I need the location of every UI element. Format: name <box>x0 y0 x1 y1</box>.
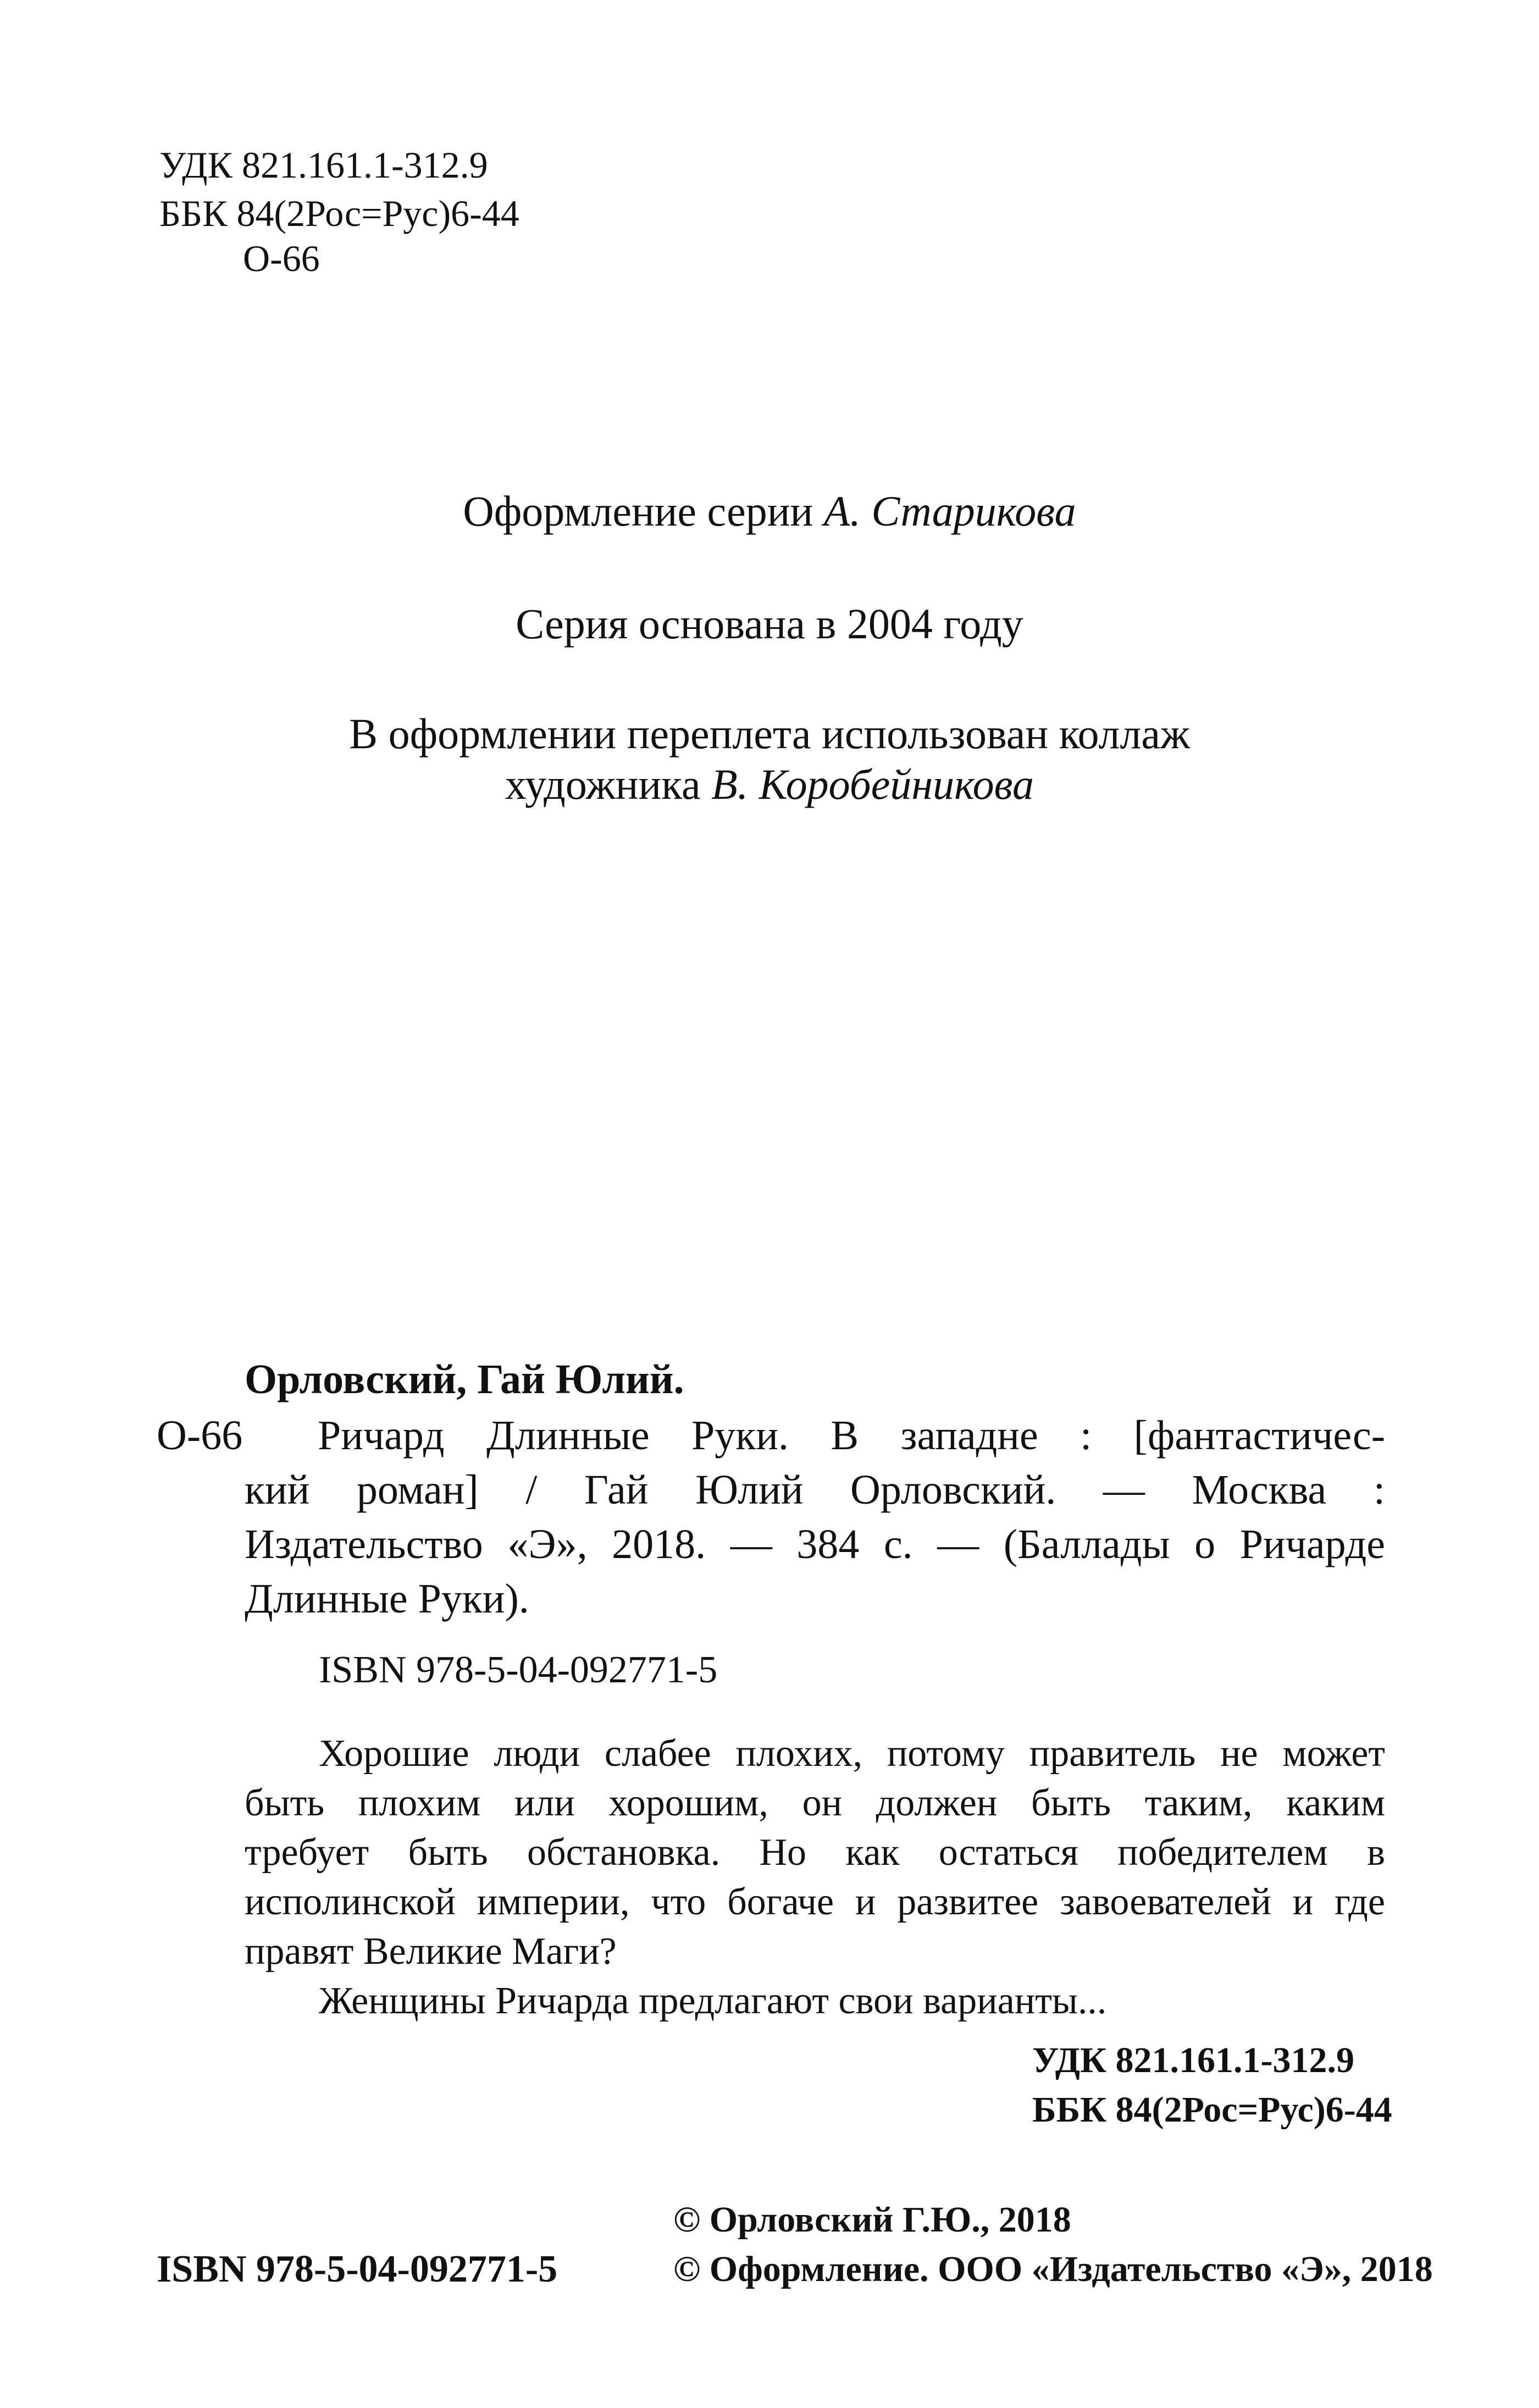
series-designer-name: А. Старикова <box>823 487 1076 535</box>
isbn-bib: ISBN 978-5-04-092771-5 <box>319 1649 718 1691</box>
annotation-line-2: быть плохим или хорошим, он должен быть таким, каким <box>245 1782 1385 1824</box>
cover-artist-name: В. Коробейникова <box>711 760 1034 808</box>
cover-artist-label: художника <box>505 760 701 808</box>
udk-code-top: УДК 821.161.1-312.9 <box>159 144 488 186</box>
annotation-line-3: требует быть обстановка. Но как остаться победителем в <box>245 1831 1385 1874</box>
series-founded-line: Серия основана в 2004 году <box>516 600 1023 648</box>
annotation-line-1: Хорошие люди слабее плохих, потому правитель не может <box>319 1732 1385 1775</box>
copyright-author: © Орловский Г.Ю., 2018 <box>673 2200 1071 2240</box>
bib-line-4: Длинные Руки). <box>245 1576 529 1622</box>
bbk-code-top: ББК 84(2Рос=Рус)6-44 <box>159 192 519 234</box>
series-design-credit <box>0 487 1539 536</box>
bib-line-3: Издательство «Э», 2018. — 384 с. — (Баллады о Ричарде <box>245 1521 1385 1567</box>
annotation-line-4: исполинской империи, что богаче и развитее завоевателей и где <box>245 1881 1385 1923</box>
annotation-line-5: правят Великие Маги? <box>245 1930 617 1973</box>
author-heading: Орловский, Гай Юлий. <box>245 1356 684 1402</box>
series-design-label: Оформление серии <box>463 487 813 535</box>
isbn-footer: ISBN 978-5-04-092771-5 <box>157 2248 558 2290</box>
cover-collage-line: В оформлении переплета использован коллаж <box>349 710 1190 758</box>
bib-line-2: кий роман] / Гай Юлий Орловский. — Москва : <box>245 1467 1385 1513</box>
author-mark-top: О-66 <box>243 238 320 279</box>
copyright-design: © Оформление. ООО «Издательство «Э», 2018 <box>673 2249 1433 2289</box>
author-mark-bib: О-66 <box>157 1412 243 1459</box>
bbk-code-bottom: ББК 84(2Рос=Рус)6-44 <box>1032 2090 1392 2130</box>
annotation-last-line: Женщины Ричарда предлагают свои варианты... <box>319 1980 1107 2022</box>
cover-artist-line <box>0 760 1539 809</box>
bib-line-1: Ричард Длинные Руки. В западне : [фантастичес- <box>318 1412 1385 1459</box>
udk-code-bottom: УДК 821.161.1-312.9 <box>1032 2040 1355 2080</box>
